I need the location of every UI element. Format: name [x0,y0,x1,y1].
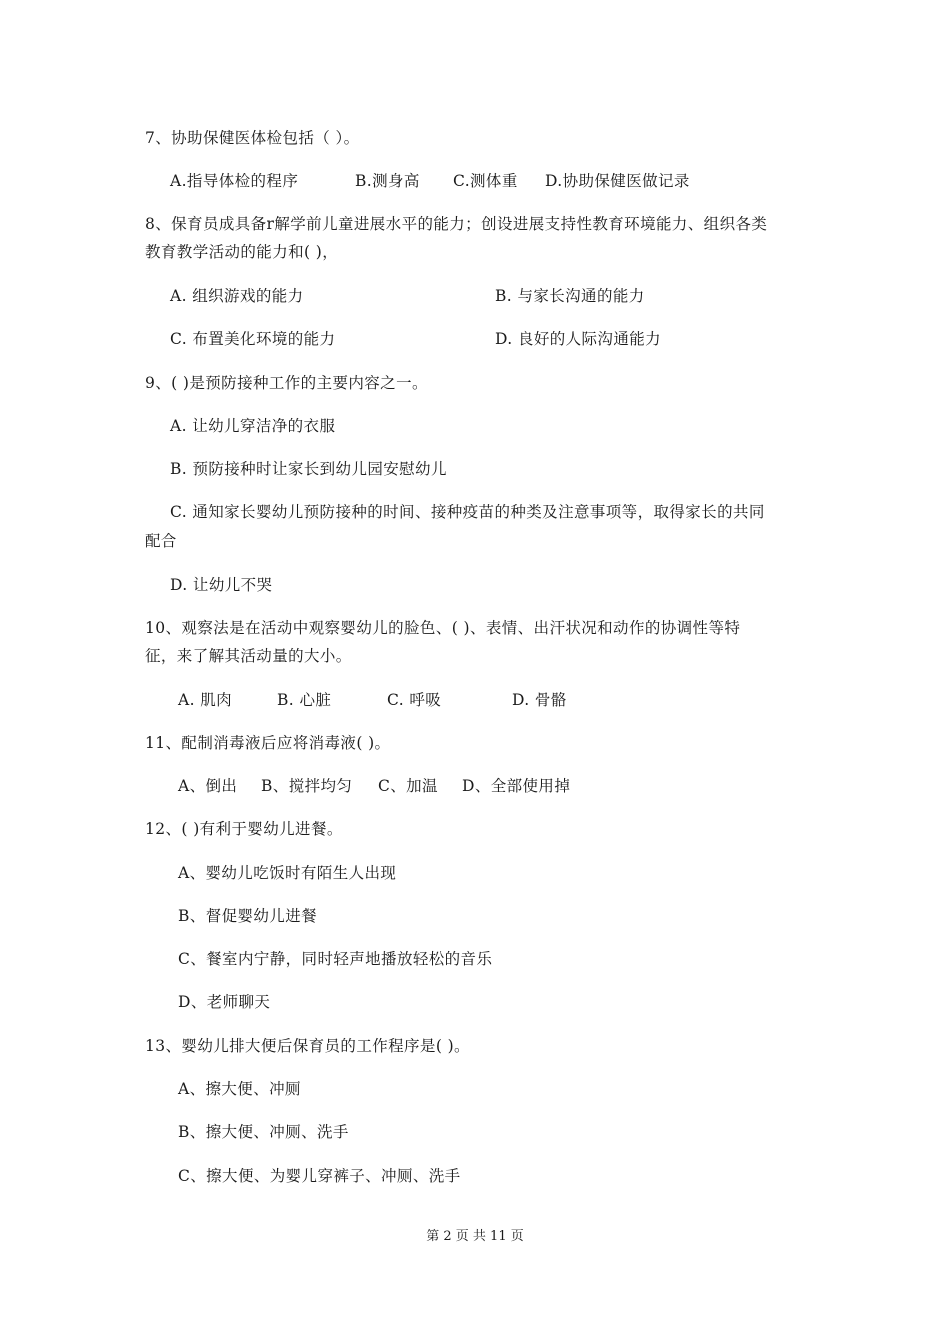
q12-option-c: C、餐室内宁静，同时轻声地播放轻松的音乐 [178,950,493,968]
q10-option-d: D. 骨骼 [512,691,567,709]
q11-option-d: D、全部使用掉 [462,777,571,795]
q13-option-b: B、擦大便、冲厕、洗手 [178,1123,349,1141]
q13-option-a: A、擦大便、冲厕 [178,1080,301,1098]
q12-option-b: B、督促婴幼儿进餐 [178,907,317,925]
q13-option-c: C、擦大便、为婴儿穿裤子、冲厕、洗手 [178,1167,461,1185]
question-8-stem-line2: 教育教学活动的能力和( )， [145,243,339,261]
q9-option-d: D. 让幼儿不哭 [170,576,273,594]
question-9-stem: 9、( )是预防接种工作的主要内容之一。 [145,374,428,392]
q9-option-c-line1: C. 通知家长婴幼儿预防接种的时间、接种疫苗的种类及注意事项等，取得家长的共同 [170,503,765,521]
q9-option-a: A. 让幼儿穿洁净的衣服 [170,417,336,435]
q8-option-c: C. 布置美化环境的能力 [170,330,336,348]
q10-option-a: A. 肌肉 [178,691,233,709]
q9-option-c-line2: 配合 [145,532,177,550]
q10-option-c: C. 呼吸 [387,691,442,709]
question-10-stem-line1: 10、观察法是在活动中观察婴幼儿的脸色、( )、表情、出汗状况和动作的协调性等特 [145,619,741,637]
q7-option-b: B.测身高 [355,172,420,190]
q7-option-c: C.测体重 [453,172,518,190]
q8-option-d: D. 良好的人际沟通能力 [495,330,662,348]
q7-option-a: A.指导体检的程序 [170,172,299,190]
q11-option-b: B、搅拌均匀 [261,777,353,795]
q7-option-d: D.协助保健医做记录 [545,172,690,190]
question-7-stem: 7、协助保健医体检包括（ ）。 [145,129,360,147]
q11-option-a: A、倒出 [178,777,238,795]
question-11-stem: 11、配制消毒液后应将消毒液( )。 [145,734,391,752]
question-8-stem-line1: 8、保育员成具备r解学前儿童进展水平的能力；创设进展支持性教育环境能力、组织各类 [145,215,768,233]
question-10-stem-line2: 征，来了解其活动量的大小。 [145,647,352,665]
question-13-stem: 13、婴幼儿排大便后保育员的工作程序是( )。 [145,1037,470,1055]
q11-option-c: C、加温 [378,777,438,795]
question-12-stem: 12、( )有利于婴幼儿进餐。 [145,820,343,838]
q9-option-b: B. 预防接种时让家长到幼儿园安慰幼儿 [170,460,447,478]
q10-option-b: B. 心脏 [277,691,332,709]
q12-option-a: A、婴幼儿吃饭时有陌生人出现 [178,864,397,882]
page-footer: 第 2 页 共 11 页 [426,1229,524,1244]
q8-option-b: B. 与家长沟通的能力 [495,287,645,305]
q12-option-d: D、老师聊天 [178,993,271,1011]
q8-option-a: A. 组织游戏的能力 [170,287,304,305]
